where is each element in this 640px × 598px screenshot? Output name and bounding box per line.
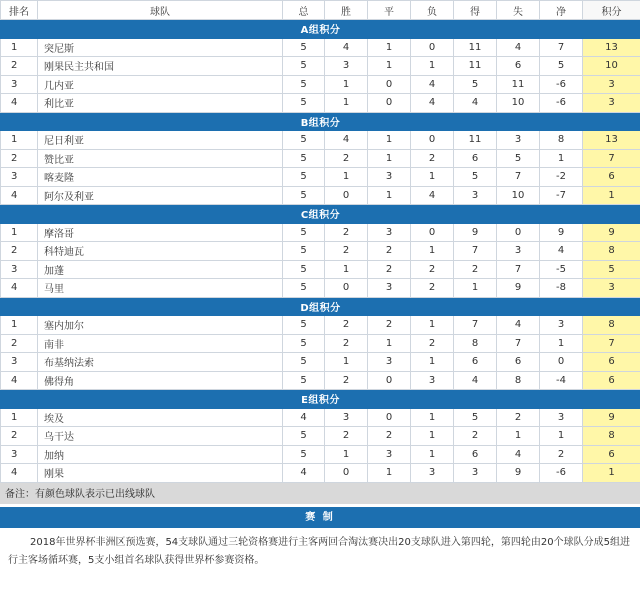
- won-cell: 0: [325, 464, 368, 483]
- goal-diff-cell: 1: [540, 334, 583, 353]
- goal-diff-cell: -8: [540, 279, 583, 298]
- points-cell: 10: [583, 57, 640, 76]
- goals-for-cell: 6: [454, 445, 497, 464]
- lost-cell: 0: [411, 38, 454, 57]
- drawn-cell: 1: [368, 186, 411, 205]
- header-points: 积分: [583, 1, 640, 20]
- goals-against-cell: 3: [497, 242, 540, 261]
- drawn-cell: 1: [368, 38, 411, 57]
- won-cell: 3: [325, 57, 368, 76]
- header-team: 球队: [38, 1, 283, 20]
- goals-against-cell: 10: [497, 94, 540, 113]
- goals-for-cell: 6: [454, 353, 497, 372]
- goals-for-cell: 3: [454, 186, 497, 205]
- table-row: [1, 131, 640, 150]
- note-text: 备注：有颜色球队表示已出线球队: [1, 482, 640, 503]
- team-link[interactable]: 塞内加尔: [38, 316, 283, 335]
- group-header-row: [1, 20, 640, 39]
- lost-cell: 1: [411, 316, 454, 335]
- drawn-cell: 2: [368, 316, 411, 335]
- drawn-cell: 2: [368, 260, 411, 279]
- points-cell: 3: [583, 75, 640, 94]
- team-link[interactable]: 乌干达: [38, 427, 283, 446]
- won-cell: 4: [325, 38, 368, 57]
- goals-for-cell: 5: [454, 408, 497, 427]
- rank-cell: 4: [1, 186, 38, 205]
- rank-cell: 3: [1, 445, 38, 464]
- goal-diff-cell: -6: [540, 94, 583, 113]
- points-cell: 6: [583, 445, 640, 464]
- won-cell: 2: [325, 242, 368, 261]
- goals-for-cell: 9: [454, 223, 497, 242]
- table-row: [1, 464, 640, 483]
- won-cell: 0: [325, 279, 368, 298]
- team-link[interactable]: 利比亚: [38, 94, 283, 113]
- goals-for-cell: 4: [454, 94, 497, 113]
- won-cell: 1: [325, 445, 368, 464]
- table-row: [1, 75, 640, 94]
- won-cell: 3: [325, 408, 368, 427]
- group-title: D组积分: [1, 297, 640, 316]
- goal-diff-cell: -6: [540, 464, 583, 483]
- goals-for-cell: 1: [454, 279, 497, 298]
- rank-cell: 1: [1, 316, 38, 335]
- team-link[interactable]: 尼日利亚: [38, 131, 283, 150]
- played-cell: 5: [283, 279, 325, 298]
- goals-against-cell: 2: [497, 408, 540, 427]
- goals-against-cell: 8: [497, 371, 540, 390]
- drawn-cell: 1: [368, 149, 411, 168]
- table-row: [1, 94, 640, 113]
- goal-diff-cell: -6: [540, 75, 583, 94]
- points-cell: 7: [583, 149, 640, 168]
- goals-for-cell: 7: [454, 316, 497, 335]
- group-title: E组积分: [1, 390, 640, 409]
- table-row: [1, 223, 640, 242]
- table-row: [1, 242, 640, 261]
- rank-cell: 1: [1, 38, 38, 57]
- rank-cell: 1: [1, 408, 38, 427]
- team-link[interactable]: 科特迪瓦: [38, 242, 283, 261]
- table-header-row: [1, 1, 640, 20]
- table-row: [1, 316, 640, 335]
- played-cell: 5: [283, 186, 325, 205]
- goal-diff-cell: 3: [540, 316, 583, 335]
- table-row: [1, 408, 640, 427]
- goal-diff-cell: 3: [540, 408, 583, 427]
- goals-against-cell: 7: [497, 168, 540, 187]
- lost-cell: 3: [411, 371, 454, 390]
- group-header-row: [1, 205, 640, 224]
- table-row: [1, 57, 640, 76]
- goals-for-cell: 2: [454, 427, 497, 446]
- lost-cell: 1: [411, 242, 454, 261]
- header-played: 总: [283, 1, 325, 20]
- goal-diff-cell: 5: [540, 57, 583, 76]
- goals-against-cell: 4: [497, 445, 540, 464]
- lost-cell: 2: [411, 149, 454, 168]
- goals-for-cell: 3: [454, 464, 497, 483]
- drawn-cell: 3: [368, 445, 411, 464]
- header-drawn: 平: [368, 1, 411, 20]
- rank-cell: 4: [1, 94, 38, 113]
- played-cell: 5: [283, 168, 325, 187]
- team-link[interactable]: 阿尔及利亚: [38, 186, 283, 205]
- note-row: [1, 482, 640, 503]
- points-cell: 1: [583, 464, 640, 483]
- rank-cell: 1: [1, 131, 38, 150]
- played-cell: 5: [283, 75, 325, 94]
- points-cell: 9: [583, 223, 640, 242]
- team-link[interactable]: 摩洛哥: [38, 223, 283, 242]
- played-cell: 4: [283, 464, 325, 483]
- drawn-cell: 2: [368, 427, 411, 446]
- played-cell: 5: [283, 149, 325, 168]
- group-header-row: [1, 112, 640, 131]
- drawn-cell: 0: [368, 408, 411, 427]
- lost-cell: 1: [411, 408, 454, 427]
- lost-cell: 3: [411, 464, 454, 483]
- team-link[interactable]: 马里: [38, 279, 283, 298]
- team-link[interactable]: 加蓬: [38, 260, 283, 279]
- goal-diff-cell: 1: [540, 427, 583, 446]
- goals-for-cell: 11: [454, 131, 497, 150]
- drawn-cell: 0: [368, 371, 411, 390]
- table-row: [1, 186, 640, 205]
- standings-body: [1, 20, 640, 483]
- lost-cell: 1: [411, 445, 454, 464]
- played-cell: 5: [283, 445, 325, 464]
- goals-against-cell: 10: [497, 186, 540, 205]
- table-row: [1, 334, 640, 353]
- goals-against-cell: 1: [497, 427, 540, 446]
- header-won: 胜: [325, 1, 368, 20]
- team-link[interactable]: 突尼斯: [38, 38, 283, 57]
- table-row: [1, 38, 640, 57]
- played-cell: 5: [283, 38, 325, 57]
- won-cell: 1: [325, 260, 368, 279]
- points-cell: 8: [583, 242, 640, 261]
- goal-diff-cell: 1: [540, 149, 583, 168]
- played-cell: 5: [283, 371, 325, 390]
- goal-diff-cell: 7: [540, 38, 583, 57]
- points-cell: 1: [583, 186, 640, 205]
- team-link[interactable]: 布基纳法索: [38, 353, 283, 372]
- goals-against-cell: 7: [497, 334, 540, 353]
- rank-cell: 2: [1, 242, 38, 261]
- team-link[interactable]: 佛得角: [38, 371, 283, 390]
- lost-cell: 0: [411, 131, 454, 150]
- goals-for-cell: 7: [454, 242, 497, 261]
- goals-against-cell: 7: [497, 260, 540, 279]
- goal-diff-cell: -4: [540, 371, 583, 390]
- table-row: [1, 445, 640, 464]
- team-link[interactable]: 喀麦隆: [38, 168, 283, 187]
- header-goals-for: 得: [454, 1, 497, 20]
- points-cell: 3: [583, 94, 640, 113]
- drawn-cell: 1: [368, 131, 411, 150]
- team-link[interactable]: 南非: [38, 334, 283, 353]
- goals-for-cell: 5: [454, 168, 497, 187]
- lost-cell: 0: [411, 223, 454, 242]
- points-cell: 5: [583, 260, 640, 279]
- points-cell: 3: [583, 279, 640, 298]
- group-header-row: [1, 297, 640, 316]
- header-goals-against: 失: [497, 1, 540, 20]
- won-cell: 2: [325, 371, 368, 390]
- points-cell: 13: [583, 131, 640, 150]
- drawn-cell: 1: [368, 57, 411, 76]
- rank-cell: 2: [1, 427, 38, 446]
- won-cell: 0: [325, 186, 368, 205]
- drawn-cell: 3: [368, 168, 411, 187]
- won-cell: 2: [325, 316, 368, 335]
- won-cell: 1: [325, 75, 368, 94]
- goals-for-cell: 5: [454, 75, 497, 94]
- lost-cell: 1: [411, 168, 454, 187]
- won-cell: 2: [325, 427, 368, 446]
- team-link[interactable]: 赞比亚: [38, 149, 283, 168]
- points-cell: 8: [583, 316, 640, 335]
- won-cell: 2: [325, 149, 368, 168]
- goals-for-cell: 6: [454, 149, 497, 168]
- team-link[interactable]: 加纳: [38, 445, 283, 464]
- goals-against-cell: 9: [497, 279, 540, 298]
- won-cell: 4: [325, 131, 368, 150]
- goals-for-cell: 11: [454, 57, 497, 76]
- team-link[interactable]: 埃及: [38, 408, 283, 427]
- rank-cell: 4: [1, 279, 38, 298]
- drawn-cell: 0: [368, 94, 411, 113]
- played-cell: 5: [283, 334, 325, 353]
- table-row: [1, 371, 640, 390]
- table-row: [1, 168, 640, 187]
- rank-cell: 3: [1, 75, 38, 94]
- won-cell: 2: [325, 223, 368, 242]
- points-cell: 6: [583, 168, 640, 187]
- goals-against-cell: 4: [497, 316, 540, 335]
- rank-cell: 3: [1, 168, 38, 187]
- goals-against-cell: 3: [497, 131, 540, 150]
- rank-cell: 3: [1, 353, 38, 372]
- played-cell: 5: [283, 260, 325, 279]
- goal-diff-cell: 2: [540, 445, 583, 464]
- points-cell: 8: [583, 427, 640, 446]
- points-cell: 9: [583, 408, 640, 427]
- goal-diff-cell: 9: [540, 223, 583, 242]
- goals-for-cell: 2: [454, 260, 497, 279]
- played-cell: 4: [283, 408, 325, 427]
- lost-cell: 1: [411, 427, 454, 446]
- lost-cell: 4: [411, 186, 454, 205]
- goals-for-cell: 4: [454, 371, 497, 390]
- goal-diff-cell: 8: [540, 131, 583, 150]
- won-cell: 1: [325, 353, 368, 372]
- goal-diff-cell: -2: [540, 168, 583, 187]
- played-cell: 5: [283, 427, 325, 446]
- drawn-cell: 3: [368, 279, 411, 298]
- won-cell: 1: [325, 168, 368, 187]
- goals-against-cell: 9: [497, 464, 540, 483]
- drawn-cell: 3: [368, 223, 411, 242]
- lost-cell: 1: [411, 353, 454, 372]
- team-link[interactable]: 刚果: [38, 464, 283, 483]
- table-row: [1, 279, 640, 298]
- group-header-row: [1, 390, 640, 409]
- drawn-cell: 0: [368, 75, 411, 94]
- group-title: A组积分: [1, 20, 640, 39]
- lost-cell: 4: [411, 94, 454, 113]
- system-description: 2018年世界杯非洲区预选赛，54支球队通过三轮资格赛进行主客两回合淘汰赛决出20支球队进入第四轮，第四轮由20个球队分成5组进行主客场循环赛，5支小组首名球队获得世界杯参赛资格。: [8, 536, 630, 566]
- played-cell: 5: [283, 57, 325, 76]
- played-cell: 5: [283, 223, 325, 242]
- system-title: 赛 制: [0, 507, 640, 528]
- goal-diff-cell: -5: [540, 260, 583, 279]
- table-row: [1, 427, 640, 446]
- lost-cell: 1: [411, 57, 454, 76]
- goals-against-cell: 6: [497, 353, 540, 372]
- goal-diff-cell: -7: [540, 186, 583, 205]
- header-rank: 排名: [1, 1, 38, 20]
- drawn-cell: 3: [368, 353, 411, 372]
- lost-cell: 2: [411, 260, 454, 279]
- lost-cell: 2: [411, 334, 454, 353]
- drawn-cell: 1: [368, 464, 411, 483]
- goal-diff-cell: 4: [540, 242, 583, 261]
- rank-cell: 4: [1, 464, 38, 483]
- header-lost: 负: [411, 1, 454, 20]
- goals-against-cell: 6: [497, 57, 540, 76]
- goal-diff-cell: 0: [540, 353, 583, 372]
- played-cell: 5: [283, 242, 325, 261]
- group-title: B组积分: [1, 112, 640, 131]
- played-cell: 5: [283, 353, 325, 372]
- team-link[interactable]: 刚果民主共和国: [38, 57, 283, 76]
- played-cell: 5: [283, 316, 325, 335]
- points-cell: 6: [583, 371, 640, 390]
- drawn-cell: 2: [368, 242, 411, 261]
- rank-cell: 4: [1, 371, 38, 390]
- points-cell: 13: [583, 38, 640, 57]
- played-cell: 5: [283, 94, 325, 113]
- rank-cell: 2: [1, 57, 38, 76]
- table-row: [1, 149, 640, 168]
- team-link[interactable]: 几内亚: [38, 75, 283, 94]
- rank-cell: 1: [1, 223, 38, 242]
- points-cell: 6: [583, 353, 640, 372]
- won-cell: 1: [325, 94, 368, 113]
- goals-against-cell: 11: [497, 75, 540, 94]
- goals-against-cell: 4: [497, 38, 540, 57]
- lost-cell: 2: [411, 279, 454, 298]
- goals-against-cell: 5: [497, 149, 540, 168]
- drawn-cell: 1: [368, 334, 411, 353]
- table-row: [1, 260, 640, 279]
- points-cell: 7: [583, 334, 640, 353]
- header-goal-diff: 净: [540, 1, 583, 20]
- rank-cell: 2: [1, 334, 38, 353]
- goals-for-cell: 11: [454, 38, 497, 57]
- lost-cell: 4: [411, 75, 454, 94]
- rank-cell: 2: [1, 149, 38, 168]
- rank-cell: 3: [1, 260, 38, 279]
- goals-against-cell: 0: [497, 223, 540, 242]
- table-row: [1, 353, 640, 372]
- won-cell: 2: [325, 334, 368, 353]
- group-title: C组积分: [1, 205, 640, 224]
- goals-for-cell: 8: [454, 334, 497, 353]
- played-cell: 5: [283, 131, 325, 150]
